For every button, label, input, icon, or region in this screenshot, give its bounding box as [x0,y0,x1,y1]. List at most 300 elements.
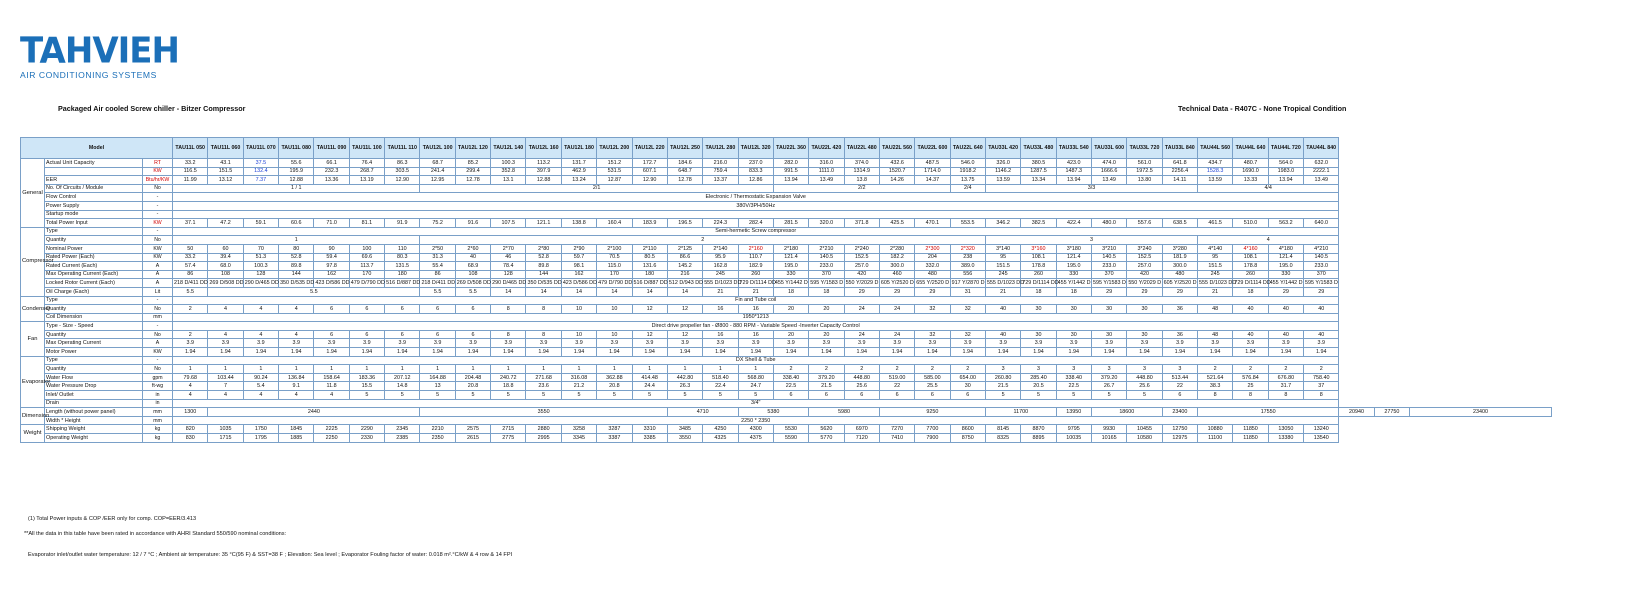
value-cell: 1750 [243,425,278,434]
value-cell: 382.5 [1021,219,1056,228]
value-cell: 2290 [349,425,384,434]
parameter-label: No. Of Circuits / Module [45,184,143,193]
value-cell: 46 [491,253,526,262]
group-label: General [21,159,45,228]
value-cell: 8750 [950,434,985,443]
value-cell: 12.90 [385,176,420,185]
value-cell: 59.1 [243,219,278,228]
value-cell: 12.78 [667,176,702,185]
value-cell: 758.40 [1304,373,1339,382]
value-cell: 4 [208,305,243,314]
value-cell: 269 D/508 DD [209,280,244,286]
parameter-label: Quantity [45,305,143,314]
value-cell: 5590 [773,434,808,443]
parameter-label [45,167,143,176]
value-cell: 20940 [1339,408,1374,417]
value-cell: 1.94 [844,348,879,357]
value-cell: 21 [703,287,738,296]
value-cell: 1.94 [879,348,914,357]
parameter-label: Length (without power panel) [45,408,143,417]
value-cell: 12 [667,330,702,339]
value-cell: 22.5 [1056,382,1091,391]
value-cell: 1035 [208,425,243,434]
table-row [21,176,1552,185]
value-cell: 423 D/586 DD [562,280,597,286]
value-cell: 29 [1091,287,1126,296]
value-cell: 18 [1233,287,1268,296]
value-cell: 2 [173,305,208,314]
unit-label: KW [143,167,173,176]
value-cell: 380.5 [1021,159,1056,168]
value-cell: 422.4 [1056,219,1091,228]
value-cell: 14 [526,287,561,296]
value-cell: 338.40 [1056,373,1091,382]
value-cell: 207.12 [385,373,420,382]
value-cell: 6 [809,391,844,400]
model-column-header: TAU12L 250 [667,138,702,159]
value-cell: 3.9 [208,339,243,348]
value-cell: 3 [1091,365,1126,374]
value-cell: 448.80 [1127,373,1162,382]
value-cell: 8 [491,330,526,339]
model-column-header: TAU33L 540 [1056,138,1091,159]
value-cell: 326.0 [985,159,1020,168]
value-cell: 195.0 [773,262,808,271]
value-cell: 3.9 [1056,339,1091,348]
model-column-header: TAU33L 420 [985,138,1020,159]
value-cell: 4325 [703,434,738,443]
value-cell: 25.6 [1127,382,1162,391]
value-cell: 316.08 [561,373,596,382]
value-cell: 2/4 [950,184,985,193]
value-cell: 24 [844,305,879,314]
value-cell: 6 [1162,391,1197,400]
value-cell: 5 [738,391,773,400]
value-cell: 11.99 [173,176,208,185]
value-cell: 13.37 [703,176,738,185]
value-cell: 389.0 [950,262,985,271]
value-cell: 52.8 [526,253,561,262]
value-cell: 350 D/535 DD [527,280,562,286]
value-cell: 632.0 [1304,159,1339,168]
table-row [21,416,1552,425]
value-cell: 4 [314,391,349,400]
value-cell: 3258 [561,425,596,434]
value-cell: 33.2 [173,253,208,262]
table-row [21,270,1552,279]
value-cell: 4 [1198,236,1339,245]
value-cell: 13.59 [1198,176,1233,185]
value-cell: 555 D/1023 DD [704,280,742,286]
value-cell: 1 [667,365,702,374]
parameter-label: Drain [45,399,143,408]
value-cell: 98.1 [561,262,596,271]
value-cell: 1.94 [1056,348,1091,357]
value-cell: 12 [632,305,667,314]
value-cell: 316.0 [809,159,844,168]
value-cell: 5980 [809,408,880,417]
value-cell: 3*180 [1056,244,1091,253]
value-cell: 8 [1233,391,1268,400]
value-cell: 2350 [420,434,455,443]
value-cell: 80 [279,244,314,253]
value-cell: 29 [1162,287,1197,296]
value-cell: 2*140 [703,244,738,253]
parameter-label: Coil Dimension [45,313,143,322]
value-cell: 576.84 [1233,373,1268,382]
value-cell: 11700 [985,408,1056,417]
model-column-header: TAU33L 600 [1091,138,1126,159]
value-cell: 170 [597,270,632,279]
value-cell: 2*280 [879,244,914,253]
value-cell: 30 [1056,330,1091,339]
value-cell: 8325 [985,434,1020,443]
value-cell: 32 [950,305,985,314]
value-cell: 271.68 [526,373,561,382]
value-cell: 14 [632,287,667,296]
unit-label: in [143,399,173,408]
value-cell: 3 [1127,365,1162,374]
value-cell: 5620 [809,425,844,434]
value-cell: 89.8 [526,262,561,271]
value-cell: 434.7 [1198,159,1233,168]
value-cell: 24 [879,330,914,339]
value-cell: 1 [738,365,773,374]
value-cell: 260 [1233,270,1268,279]
model-header-row [21,138,1552,159]
value-cell: 2775 [491,434,526,443]
value-cell: 420 [1127,270,1162,279]
value-cell: 100 [349,244,384,253]
parameter-label: Flow Control [45,193,143,202]
value-cell: 20.8 [455,382,490,391]
value-cell: 13.59 [985,176,1020,185]
value-cell: 338.40 [773,373,808,382]
value-cell: 138.8 [561,219,596,228]
value-cell: 648.7 [667,167,702,176]
value-cell: 1950*1213 [173,313,1339,322]
value-cell: 3*240 [1127,244,1162,253]
model-column-header: TAU12L 280 [703,138,738,159]
value-cell: 20 [773,330,808,339]
value-cell: 22.5 [773,382,808,391]
value-cell: 563.2 [1268,219,1303,228]
value-cell: 30 [1056,305,1091,314]
value-cell: 2575 [455,425,490,434]
value-cell: 1300 [173,408,208,417]
value-cell: 13.49 [1091,176,1126,185]
value-cell: 1.94 [526,348,561,357]
value-cell: 5530 [773,425,808,434]
value-cell: 4375 [738,434,773,443]
table-row [21,201,1552,210]
table-row [21,399,1552,408]
parameter-label: Quantity [45,365,143,374]
parameter-label: Type - Size - Speed [45,322,143,331]
value-cell: 1 [279,365,314,374]
value-cell: 151.5 [1198,262,1233,271]
value-cell: 1.94 [1233,348,1268,357]
value-cell: 1845 [279,425,314,434]
value-cell: 14.11 [1162,176,1197,185]
value-cell: 24 [879,305,914,314]
value-cell: 172.7 [632,159,667,168]
value-cell: 2*300 [915,244,950,253]
company-logo [20,30,190,80]
value-cell: 1146.2 [985,167,1020,176]
value-cell: 108 [455,270,490,279]
value-cell: 86.6 [667,253,702,262]
value-cell: 5 [1056,391,1091,400]
value-cell: 144 [279,270,314,279]
value-cell: 5 [491,391,526,400]
table-row [21,184,1552,193]
value-cell: 245 [703,270,738,279]
value-cell: 676.80 [1268,373,1303,382]
value-cell: 10 [561,330,596,339]
value-cell: 10 [561,305,596,314]
value-cell: 10 [597,305,632,314]
value-cell: 4*140 [1198,244,1233,253]
value-cell: 2*60 [455,244,490,253]
value-cell: 1 [491,365,526,374]
unit-label: A [143,270,173,279]
value-cell: 158.64 [314,373,349,382]
value-cell: 5.5 [420,287,455,296]
value-cell: 13.49 [809,176,844,185]
value-cell: 13380 [1268,434,1303,443]
value-cell: 290 D/465 DD [244,280,279,286]
table-row [21,210,1552,219]
value-cell: 86.3 [385,159,420,168]
value-cell: 6 [314,305,349,314]
value-cell: 2*210 [809,244,844,253]
value-cell: 285.40 [1021,373,1056,382]
value-cell: 218 D/411 DD [174,280,208,286]
value-cell: 3/4" [173,399,1339,408]
value-cell: 2 [1233,365,1268,374]
value-cell: 1111.0 [809,167,844,176]
value-cell: 640.0 [1304,219,1339,228]
unit-label: KW [143,244,173,253]
value-cell: 3550 [420,408,667,417]
value-cell: 448.80 [844,373,879,382]
value-cell: 152.5 [844,253,879,262]
value-cell: 4300 [738,425,773,434]
unit-label: No [143,330,173,339]
model-column-header: TAU11L 080 [279,138,314,159]
value-cell: 40 [1233,305,1268,314]
table-row [21,391,1552,400]
value-cell: 1 [597,365,632,374]
value-cell: 2222.1 [1304,167,1339,176]
value-cell: 1 / 1 [173,184,420,193]
value-cell: 3385 [632,434,667,443]
value-cell: 8 [526,330,561,339]
value-cell: 17550 [1198,408,1339,417]
value-cell: 5.4 [243,382,278,391]
logo-tagline: AIR CONDITIONING SYSTEMS [20,70,157,80]
value-cell: 991.5 [773,167,808,176]
value-cell: 22 [1162,382,1197,391]
value-cell: 1.94 [1268,348,1303,357]
value-cell: 10455 [1127,425,1162,434]
value-cell: 24 [844,330,879,339]
value-cell: 5 [632,391,667,400]
model-column-header: TAU33L 480 [1021,138,1056,159]
value-cell: 180 [632,270,667,279]
value-cell: 370 [1091,270,1126,279]
parameter-label: Type [45,296,143,305]
value-cell: 330 [773,270,808,279]
value-cell: 115.0 [597,262,632,271]
unit-label: mm [143,416,173,425]
value-cell: Direct drive propeller fan - Ø800 - 880 RPM - Variable Speed -Inverter Capacity Control [173,322,1339,331]
value-cell: 2/2 [773,184,950,193]
value-cell: 1.94 [173,348,208,357]
value-cell: 2385 [385,434,420,443]
model-column-header: TAU22L 640 [950,138,985,159]
value-cell: 2 [420,236,986,245]
technical-data-table [20,137,1552,443]
value-cell: 116.5 [173,167,208,176]
value-cell: 1 [561,365,596,374]
value-cell: 31.3 [420,253,455,262]
value-cell: 4*160 [1233,244,1268,253]
value-cell: 5 [667,391,702,400]
value-cell: 462.9 [561,167,596,176]
value-cell: 48 [1198,305,1233,314]
value-cell: 2 [1198,365,1233,374]
model-column-header: TAU44L 640 [1233,138,1268,159]
value-cell: 282.0 [773,159,808,168]
value-cell: 5770 [809,434,844,443]
model-column-header: TAU11L 060 [208,138,243,159]
value-cell: 10165 [1091,434,1126,443]
model-column-header: TAU11L 070 [243,138,278,159]
value-cell: 204.48 [455,373,490,382]
value-cell: 3.9 [1198,339,1233,348]
value-cell: 145.2 [667,262,702,271]
value-cell: 3.9 [420,339,455,348]
value-cell: 1918.2 [950,167,985,176]
value-cell: 1 [173,236,420,245]
value-cell: 425.5 [879,219,914,228]
value-cell: 9795 [1056,425,1091,434]
value-cell: 29 [915,287,950,296]
value-cell: 95.9 [703,253,738,262]
value-cell: 13.94 [1268,176,1303,185]
value-cell: 5 [1091,391,1126,400]
value-cell: 531.5 [597,167,632,176]
value-cell: 759.4 [703,167,738,176]
value-cell: 5.5 [455,287,490,296]
value-cell: 260 [738,270,773,279]
value-cell: 2 [809,365,844,374]
group-label: Compressor [21,227,45,296]
value-cell: 6 [385,330,420,339]
value-cell: 257.0 [844,262,879,271]
value-cell: 605 Y/2520 D [1163,280,1197,286]
table-row [21,253,1552,262]
value-cell: 32 [915,330,950,339]
value-cell: 2*100 [597,244,632,253]
value-cell: 13.8 [844,176,879,185]
value-cell: 607.1 [632,167,667,176]
value-cell: 50 [173,244,208,253]
value-cell: 37.5 [243,159,278,168]
unit-label: - [143,227,173,236]
value-cell: 455 Y/1442 D [774,280,808,286]
value-cell: 18 [809,287,844,296]
group-label: Weight [21,425,45,442]
value-cell: 2345 [385,425,420,434]
value-cell: 1690.0 [1233,167,1268,176]
unit-label: - [143,210,173,219]
parameter-label: Shipping Weight [45,425,143,434]
group-label: Dimension [21,408,45,425]
value-cell: 31 [950,287,985,296]
value-cell: 3.9 [279,339,314,348]
value-cell: 12.95 [420,176,455,185]
value-cell: 22 [879,382,914,391]
value-cell: 605 Y/2520 D [880,280,914,286]
value-cell: 12.90 [632,176,667,185]
value-cell: 13.24 [561,176,596,185]
table-row [21,356,1552,365]
value-cell: 3.9 [950,339,985,348]
value-cell: 13.94 [1056,176,1091,185]
value-cell: 638.5 [1162,219,1197,228]
value-cell: 3.9 [1091,339,1126,348]
value-cell: 3.9 [632,339,667,348]
group-label: Condenser [21,296,45,322]
value-cell: 204 [915,253,950,262]
value-cell: 12.78 [455,176,490,185]
value-cell: 30 [1127,305,1162,314]
value-cell: 1.94 [455,348,490,357]
model-column-header: TAU22L 360 [773,138,808,159]
value-cell: 4 [208,330,243,339]
value-cell: 432.6 [879,159,914,168]
value-cell: 260.80 [985,373,1020,382]
value-cell: 245 [985,270,1020,279]
value-cell: 13.12 [208,176,243,185]
value-cell: 4 [173,391,208,400]
value-cell: 3 [985,236,1197,245]
model-column-header: TAU12L 140 [491,138,526,159]
value-cell: 181.9 [1162,253,1197,262]
value-cell: 4 [243,330,278,339]
parameter-label: Max Operating Current (Each) [45,270,143,279]
parameter-label: Oil Charge (Each) [45,287,143,296]
value-cell: 423 D/586 DD [315,280,350,286]
value-cell: 25 [1233,382,1268,391]
table-row [21,296,1552,305]
value-cell: 830 [173,434,208,443]
value-cell: 7.37 [243,176,278,185]
value-cell: 48 [1198,330,1233,339]
value-cell: 5 [455,391,490,400]
value-cell: 18 [1021,287,1056,296]
value-cell: 3485 [667,425,702,434]
value-cell: 47.2 [208,219,243,228]
value-cell: 1 [314,365,349,374]
table-row [21,167,1552,176]
value-cell: 89.8 [279,262,314,271]
value-cell: 3.9 [703,339,738,348]
value-cell: Fin and Tube coil [173,296,1339,305]
